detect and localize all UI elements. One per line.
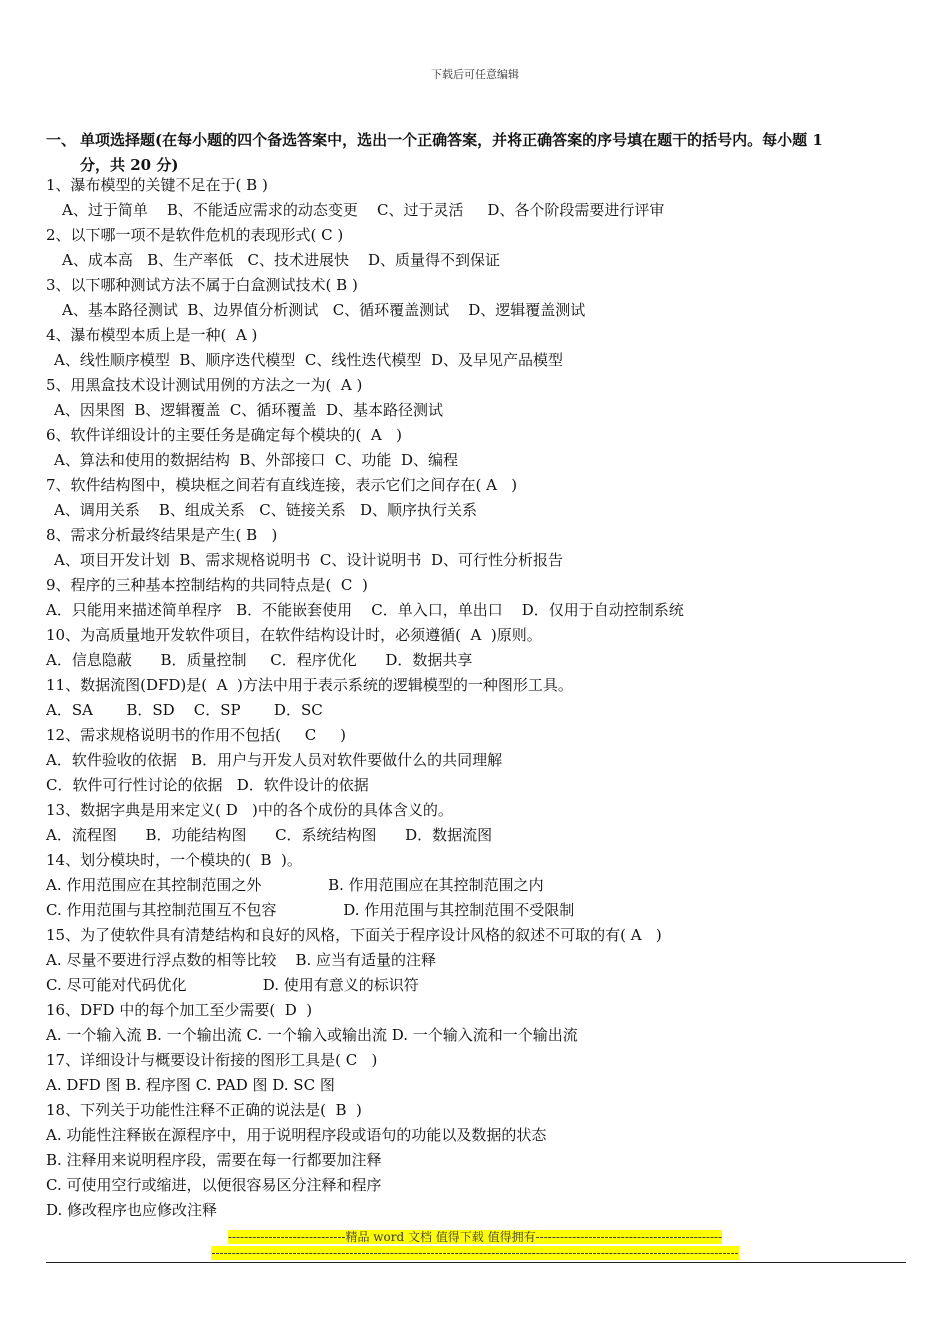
options-15a: A. 尽量不要进行浮点数的相等比较 B. 应当有适量的注释 [46, 951, 437, 969]
footer-banner-text: -----------------------------精品 word 文档 值得下载 值得拥有---------------------------------------------- [227, 1230, 723, 1244]
options-7: A、调用关系 B、组成关系 C、链接关系 D、顺序执行关系 [54, 501, 478, 519]
section-title-text: 单项选择题(在每小题的四个备选答案中，选出一个正确答案，并将正确答案的序号填在题干的括号内。每小题 1 [80, 131, 823, 149]
question-9: 9、程序的三种基本控制结构的共同特点是( C ) [46, 576, 368, 594]
options-8: A、项目开发计划 B、需求规格说明书 C、设计说明书 D、可行性分析报告 [54, 551, 563, 569]
options-14a: A. 作用范围应在其控制范围之外 B. 作用范围应在其控制范围之内 [46, 876, 544, 894]
question-16: 16、DFD 中的每个加工至少需要( D ) [46, 1001, 313, 1019]
question-4: 4、瀑布模型本质上是一种( A ) [46, 326, 258, 344]
question-13: 13、数据字典是用来定义( D )中的各个成份的具体含义的。 [46, 801, 453, 819]
section-title-continuation: 分，共 20 分) [80, 156, 179, 174]
options-2: A、成本高 B、生产率低 C、技术进展快 D、质量得不到保证 [62, 251, 501, 269]
options-3: A、基本路径测试 B、边界值分析测试 C、循环覆盖测试 D、逻辑覆盖测试 [62, 301, 586, 319]
question-17: 17、详细设计与概要设计衔接的图形工具是( C ) [46, 1051, 378, 1069]
options-17: A. DFD 图 B. 程序图 C. PAD 图 D. SC 图 [46, 1076, 335, 1094]
question-6: 6、软件详细设计的主要任务是确定每个模块的( A ) [46, 426, 402, 444]
section-title [46, 128, 908, 178]
footer-banner [0, 1230, 950, 1245]
options-5: A、因果图 B、逻辑覆盖 C、循环覆盖 D、基本路径测试 [54, 401, 443, 419]
question-14: 14、划分模块时，一个模块的( B )。 [46, 851, 302, 869]
options-15b: C. 尽可能对代码优化 D. 使用有意义的标识符 [46, 976, 419, 994]
options-12a: A．软件验收的依据 B．用户与开发人员对软件要做什么的共同理解 [46, 751, 503, 769]
question-10: 10、为高质量地开发软件项目，在软件结构设计时，必须遵循( A )原则。 [46, 626, 542, 644]
question-1: 1、瀑布模型的关键不足在于( B ) [46, 176, 268, 194]
question-2: 2、以下哪一项不是软件危机的表现形式( C ) [46, 226, 344, 244]
question-18: 18、下列关于功能性注释不正确的说法是( B ) [46, 1101, 362, 1119]
options-14b: C. 作用范围与其控制范围互不包容 D. 作用范围与其控制范围不受限制 [46, 901, 575, 919]
options-6: A、算法和使用的数据结构 B、外部接口 C、功能 D、编程 [54, 451, 458, 469]
options-13: A．流程图 B．功能结构图 C．系统结构图 D．数据流图 [46, 826, 493, 844]
options-18c: C. 可使用空行或缩进，以便很容易区分注释和程序 [46, 1176, 382, 1194]
question-8: 8、需求分析最终结果是产生( B ) [46, 526, 278, 544]
footer-dash-text: ---------------------------------------------------------------------------------------------------------------------------------- [211, 1246, 739, 1260]
question-7: 7、软件结构图中，模块框之间若有直线连接，表示它们之间存在( A ) [46, 476, 518, 494]
options-10: A．信息隐蔽 B．质量控制 C．程序优化 D．数据共享 [46, 651, 473, 669]
section-number: 一、 [46, 131, 77, 149]
options-11: A．SA B．SD C．SP D．SC [46, 701, 323, 719]
page-header: 下载后可任意编辑 [431, 68, 519, 81]
options-4: A、线性顺序模型 B、顺序迭代模型 C、线性迭代模型 D、及早见产品模型 [54, 351, 563, 369]
footer-dash-line [0, 1246, 950, 1261]
question-11: 11、数据流图(DFD)是( A )方法中用于表示系统的逻辑模型的一种图形工具。 [46, 676, 573, 694]
question-12: 12、需求规格说明书的作用不包括( C ) [46, 726, 346, 744]
question-3: 3、以下哪种测试方法不属于白盒测试技术( B ) [46, 276, 358, 294]
question-15: 15、为了使软件具有清楚结构和良好的风格，下面关于程序设计风格的叙述不可取的有( A ) [46, 926, 662, 944]
options-18b: B. 注释用来说明程序段，需要在每一行都要加注释 [46, 1151, 382, 1169]
question-5: 5、用黑盒技术设计测试用例的方法之一为( A ) [46, 376, 363, 394]
options-18a: A. 功能性注释嵌在源程序中，用于说明程序段或语句的功能以及数据的状态 [46, 1126, 547, 1144]
options-9: A．只能用来描述简单程序 B．不能嵌套使用 C．单入口，单出口 D．仅用于自动控制系统 [46, 601, 684, 619]
options-16: A. 一个输入流 B. 一个输出流 C. 一个输入或输出流 D. 一个输入流和一个输出流 [46, 1026, 578, 1044]
footer-rule [46, 1262, 906, 1263]
options-12b: C．软件可行性讨论的依据 D．软件设计的依据 [46, 776, 369, 794]
options-1: A、过于简单 B、不能适应需求的动态变更 C、过于灵活 D、各个阶段需要进行评审 [62, 201, 665, 219]
options-18d: D. 修改程序也应修改注释 [46, 1201, 218, 1219]
